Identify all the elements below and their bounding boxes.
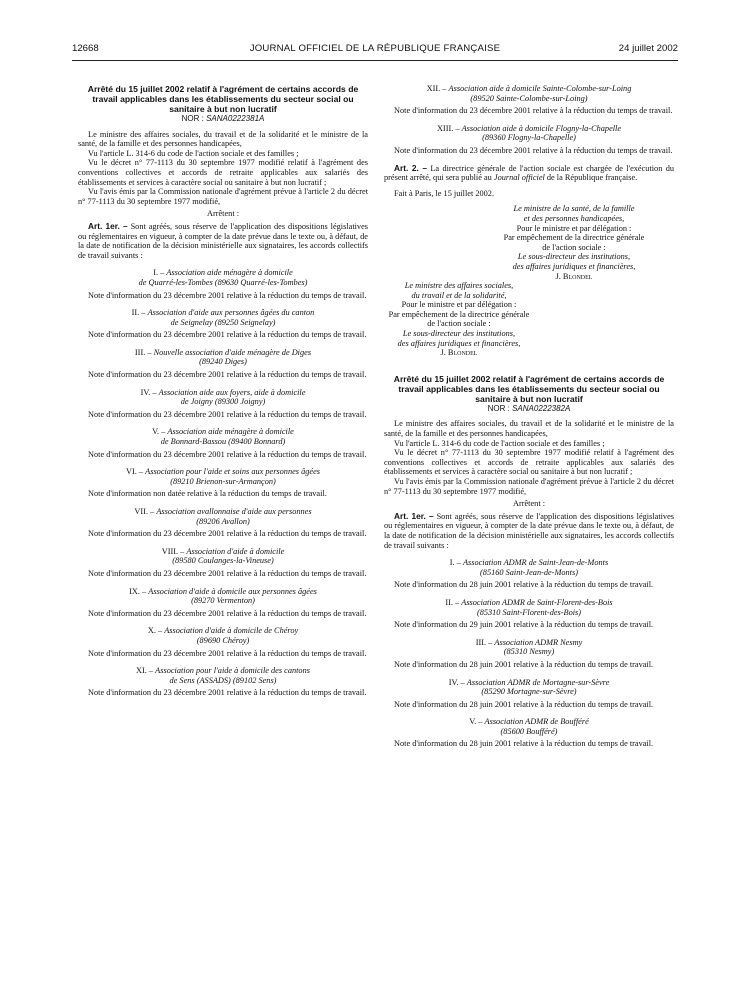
association-entry xyxy=(384,598,674,630)
association-location: de Seignelay (89250 Seignelay) xyxy=(170,317,276,327)
preamble xyxy=(78,130,368,207)
information-note: Note d'information du 23 décembre 2001 relative à la réduction du temps de travail. xyxy=(88,290,367,300)
information-note: Note d'information du 23 décembre 2001 relative à la réduction du temps de travail. xyxy=(88,568,367,578)
left-column xyxy=(78,84,368,706)
information-note: Note d'information du 23 décembre 2001 relative à la réduction du temps de travail. xyxy=(394,106,673,116)
association-name: IV. – Association ADMR de Mortagne-sur-Sèvre xyxy=(448,677,610,687)
association-name: V. – Association aide ménagère à domicile xyxy=(152,427,294,437)
association-location: (85290 Mortagne-sur-Sèvre) xyxy=(481,687,577,697)
article-2: Art. 2. – La directrice générale de l'action sociale est chargée de l'exécution du présent arrêté, qui sera publié au Journal officiel de la République française. xyxy=(384,162,674,183)
association-entry xyxy=(78,388,368,420)
association-name: VI. – Association pour l'aide et soins aux personnes âgées xyxy=(126,467,320,477)
information-note: Note d'information du 23 décembre 2001 relative à la réduction du temps de travail. xyxy=(88,330,367,340)
preamble-line: Vu le décret n° 77-1113 du 30 septembre 1977 modifié relatif à l'agrément des conventions collectives et accords de retraite applicables aux salariés des établissements et services à caractère social ou sanitaire à but non lucratif ; xyxy=(384,448,674,477)
association-name: III. – Nouvelle association d'aide ménagère de Diges xyxy=(134,347,312,357)
association-list xyxy=(78,268,368,698)
information-note: Note d'information du 23 décembre 2001 relative à la réduction du temps de travail. xyxy=(88,449,367,459)
association-entry xyxy=(78,427,368,459)
association-name: IV. – Association aide aux foyers, aide à domicile xyxy=(140,387,306,397)
signatory-name: J. Blondel xyxy=(555,271,593,281)
header-rule xyxy=(72,60,678,61)
association-location: (89580 Coulanges-la-Vineuse) xyxy=(172,556,274,566)
information-note: Note d'information du 23 décembre 2001 relative à la réduction du temps de travail. xyxy=(88,688,367,698)
association-name: I. – Association ADMR de Saint-Jean-de-Monts xyxy=(449,558,609,568)
association-entry xyxy=(384,558,674,590)
nor-reference: NOR : SANA0222382A xyxy=(487,403,571,413)
information-note: Note d'information du 23 décembre 2001 relative à la réduction du temps de travail. xyxy=(88,409,367,419)
association-location: (89206 Avallon) xyxy=(196,516,250,526)
decree-title: Arrêté du 15 juillet 2002 relatif à l'agrément de certains accords de travail applicables dans les établissements du secteur social ou sanitaire à but non lucratif xyxy=(393,373,665,404)
association-name: II. – Association ADMR de Saint-Florent-des-Bois xyxy=(445,597,613,607)
association-entry xyxy=(384,124,674,156)
preamble-line: Vu l'avis émis par la Commission nationale d'agrément prévue à l'article 2 du décret n° 77-1113 du 30 septembre 1977 modifié, xyxy=(384,477,674,496)
preamble-line: Vu l'article L. 314-6 du code de l'action sociale et des familles ; xyxy=(88,148,299,158)
information-note: Note d'information du 23 décembre 2001 relative à la réduction du temps de travail. xyxy=(88,608,367,618)
association-location: (89360 Flogny-la-Chapelle) xyxy=(482,133,576,143)
preamble-line: Le ministre des affaires sociales, du travail et de la solidarité et le ministre de la santé, de la famille et des personnes handicapées, xyxy=(384,419,674,439)
association-entry xyxy=(78,507,368,539)
association-name: VIII. – Association d'aide à domicile xyxy=(161,546,285,556)
association-entry xyxy=(78,308,368,340)
association-location: (85310 Nesmy) xyxy=(503,647,555,657)
decree-title: Arrêté du 15 juillet 2002 relatif à l'agrément de certains accords de travail applicables dans les établissements du secteur social ou sanitaire à but non lucratif xyxy=(87,84,359,114)
association-list xyxy=(384,558,674,749)
association-name: III. – Association ADMR Nesmy xyxy=(475,637,583,647)
association-entry xyxy=(78,467,368,499)
page-header xyxy=(72,44,678,58)
association-entry xyxy=(78,348,368,380)
association-name: VII. – Association avallonnaise d'aide aux personnes xyxy=(134,507,312,516)
association-entry xyxy=(78,547,368,579)
association-entry xyxy=(384,717,674,749)
association-location: (85600 Boufféré) xyxy=(500,726,558,736)
signature-block: Le ministre des affaires sociales, du travail et de la solidarité, Pour le ministre et par délégation : Par empêchement de la directrice générale de l'action sociale : Le sous-directeur des institutions, des affaires juridiques et financières, J. Blondel xyxy=(384,281,674,358)
association-location: (89210 Brienon-sur-Armançon) xyxy=(170,476,276,486)
preamble-line: Vu le décret n° 77-1113 du 30 septembre 1977 modifié relatif à l'agrément des conventions collectives et accords de retraite applicables aux salariés des établissements et services à caractère social ou sanitaire à but non lucratif ; xyxy=(78,158,368,187)
association-name: X. – Association d'aide à domicile de Chéroy xyxy=(147,626,299,636)
journal-title: JOURNAL OFFICIEL DE LA RÉPUBLIQUE FRANÇAISE xyxy=(249,43,501,54)
information-note: Note d'information du 28 juin 2001 relative à la réduction du temps de travail. xyxy=(394,659,654,669)
arretent-heading: Arrêtent : xyxy=(206,209,240,219)
association-location: de Bonnard-Bassou (89400 Bonnard) xyxy=(160,437,286,447)
information-note: Note d'information du 28 juin 2001 relative à la réduction du temps de travail. xyxy=(394,739,654,749)
arretent-heading: Arrêtent : xyxy=(512,499,546,509)
preamble xyxy=(384,419,674,496)
association-name: II. – Association d'aide aux personnes âgées du canton xyxy=(131,308,315,318)
association-location: (89240 Diges) xyxy=(199,357,247,367)
association-list-continued xyxy=(384,84,674,156)
information-note: Note d'information du 29 juin 2001 relative à la réduction du temps de travail. xyxy=(394,620,654,630)
association-location: (89520 Sainte-Colombe-sur-Loing) xyxy=(470,93,588,103)
association-location: (85310 Saint-Florent-des-Bois) xyxy=(476,607,582,617)
information-note: Note d'information du 23 décembre 2001 relative à la réduction du temps de travail. xyxy=(394,145,673,155)
page-number: 12668 xyxy=(72,43,99,54)
association-name: I. – Association aide ménagère à domicile xyxy=(153,268,293,278)
association-name: XIII. – Association aide à domicile Flogny-la-Chapelle xyxy=(436,123,622,133)
issue-date: 24 juillet 2002 xyxy=(618,43,678,54)
right-column xyxy=(384,84,674,757)
preamble-line: Vu l'avis émis par la Commission nationale d'agrément prévue à l'article 2 du décret n° 77-1113 du 30 septembre 1977 modifié, xyxy=(78,187,368,206)
information-note: Note d'information non datée relative à la réduction du temps de travail. xyxy=(88,489,327,499)
signature-block: Le ministre de la santé, de la famille et des personnes handicapées, Pour le ministre et par délégation : Par empêchement de la directrice générale de l'action sociale : Le sous-directeur des institutions, des affaires juridiques et financières, J. Blondel xyxy=(384,204,674,281)
association-entry xyxy=(78,626,368,658)
association-location: (85160 Saint-Jean-de-Monts) xyxy=(480,567,578,577)
association-entry xyxy=(78,268,368,300)
association-name: IX. – Association d'aide à domicile aux personnes âgées xyxy=(129,586,317,596)
information-note: Note d'information du 23 décembre 2001 relative à la réduction du temps de travail. xyxy=(88,529,367,539)
association-entry xyxy=(78,666,368,698)
information-note: Note d'information du 28 juin 2001 relative à la réduction du temps de travail. xyxy=(394,699,654,709)
information-note: Note d'information du 23 décembre 2001 relative à la réduction du temps de travail. xyxy=(88,648,367,658)
association-name: XII. – Association aide à domicile Sainte-Colombe-sur-Loing xyxy=(426,84,632,93)
information-note: Note d'information du 23 décembre 2001 relative à la réduction du temps de travail. xyxy=(88,370,367,380)
done-at: Fait à Paris, le 15 juillet 2002. xyxy=(394,188,495,198)
association-location: de Quarré-les-Tombes (89630 Quarré-les-Tombes) xyxy=(138,277,308,287)
signatory-name: J. Blondel xyxy=(440,348,478,358)
information-note: Note d'information du 28 juin 2001 relative à la réduction du temps de travail. xyxy=(394,580,654,590)
preamble-line: Vu l'article L. 314-6 du code de l'action sociale et des familles ; xyxy=(394,438,605,448)
association-entry xyxy=(384,638,674,670)
association-location: de Joigny (89300 Joigny) xyxy=(180,397,266,407)
association-entry xyxy=(384,678,674,710)
preamble-line: Le ministre des affaires sociales, du travail et de la solidarité et le ministre de la santé, de la famille et des personnes handicapées, xyxy=(78,129,368,149)
association-location: de Sens (ASSADS) (89102 Sens) xyxy=(169,675,277,685)
nor-reference: NOR : SANA0222381A xyxy=(181,114,265,123)
article-1: Art. 1er. – Sont agréés, sous réserve de l'application des dispositions législatives ou réglementaires en vigueur, à compter de la date prévue dans le texte ou, à défaut, de la date de notification de la décision ministérielle aux signataires, les accords collectifs de travail suivants : xyxy=(384,510,674,550)
association-location: (89270 Vermenton) xyxy=(191,596,255,606)
association-name: V. – Association ADMR de Boufféré xyxy=(469,717,589,727)
association-name: XI. – Association pour l'aide à domicile des cantons xyxy=(136,666,310,676)
article-1: Art. 1er. – Sont agréés, sous réserve de l'application des dispositions législatives ou réglementaires en vigueur, à compter de la date prévue dans le texte ou, à défaut, de la date de notification de la décision ministérielle aux signataires, les accords collectifs de travail suivants : xyxy=(78,220,368,260)
association-location: (89690 Chéroy) xyxy=(196,635,250,645)
association-entry xyxy=(78,587,368,619)
association-entry xyxy=(384,84,674,116)
